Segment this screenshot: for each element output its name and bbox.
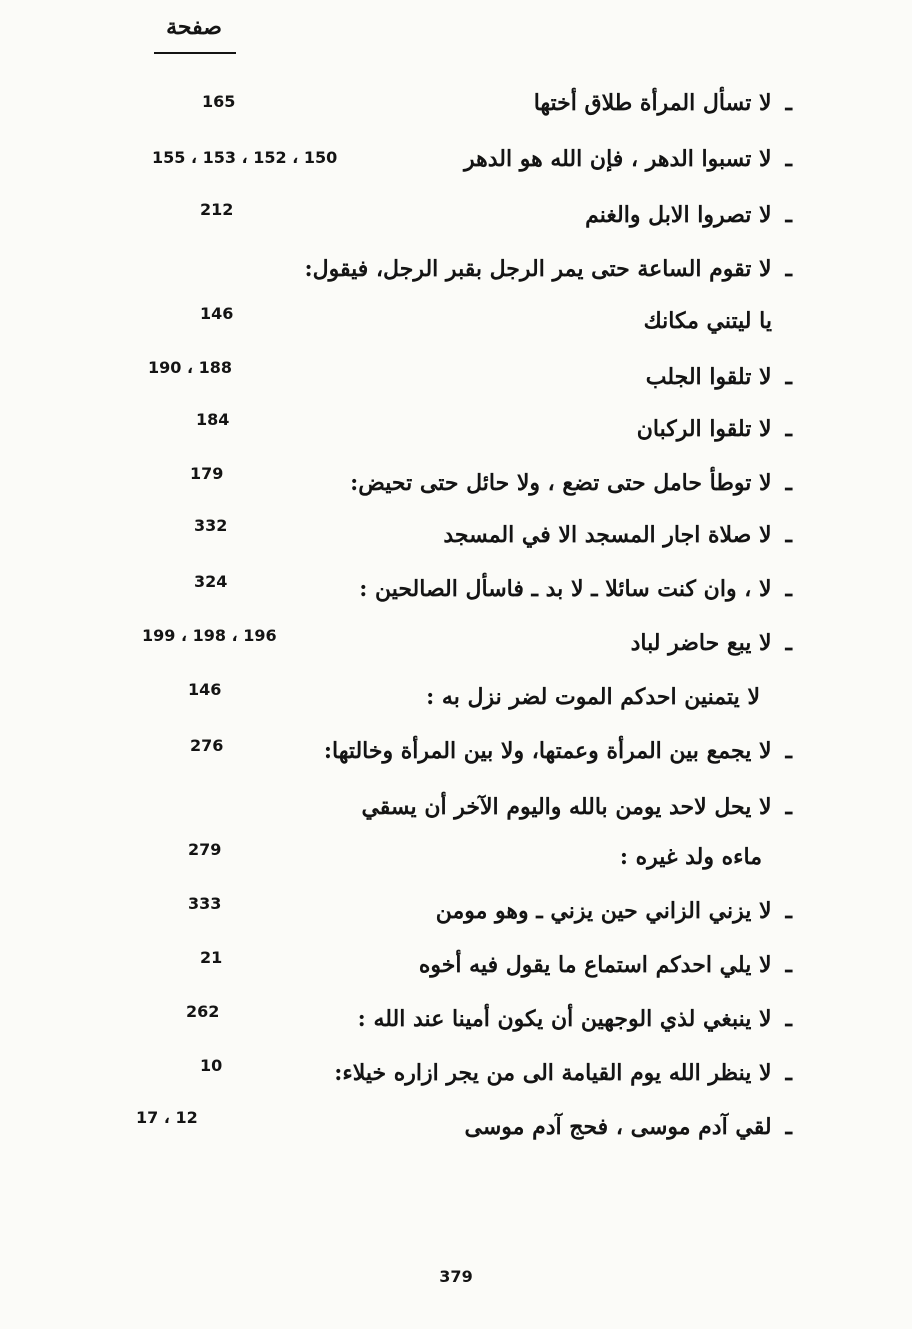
entry-label: يا ليتني مكانك [643, 308, 772, 334]
entry-page-ref: 184 [196, 410, 230, 429]
entry-label: ماءه ولد غيره : [619, 844, 762, 870]
entry-text [465, 1112, 793, 1142]
entry-text [324, 736, 792, 766]
entry-text [646, 362, 792, 392]
heading-rule [154, 52, 236, 54]
entry-page-ref: 146 [200, 304, 234, 323]
entry-label: لا يتمنين احدكم الموت لضر نزل به : [426, 684, 760, 710]
entry-page-ref: 146 [188, 680, 222, 699]
entry-text [464, 144, 792, 174]
entry-text [305, 254, 792, 284]
entry-text [350, 468, 792, 498]
entry-page-ref: 332 [194, 516, 228, 535]
entry-dash: ـ [785, 898, 792, 924]
entry-dash: ـ [785, 470, 792, 496]
entry-page-ref: 276 [190, 736, 224, 755]
entry-dash: ـ [785, 256, 792, 282]
entry-text [358, 1004, 792, 1034]
entry-dash: ـ [785, 1060, 792, 1086]
entry-text [436, 896, 792, 926]
entry-label: لقي آدم موسى ، فحج آدم موسى [464, 1114, 772, 1140]
entry-page-ref: 199 ، 198 ، 196 [142, 626, 277, 645]
entry-label: لا ينبغي لذي الوجهين أن يكون أمينا عند الله : [357, 1006, 772, 1032]
entry-label: لا تلقوا الجلب [645, 364, 772, 390]
entry-page-ref: 190 ، 188 [148, 358, 233, 377]
entry-label: لا تسأل المرأة طلاق أختها [533, 90, 772, 116]
entry-dash: ـ [785, 1006, 792, 1032]
entry-dash: ـ [785, 146, 792, 172]
entry-page-ref: 165 [202, 92, 236, 111]
page-number: 379 [439, 1267, 473, 1286]
entry-label: لا يحل لاحد يومن بالله واليوم الآخر أن يسقي [361, 794, 772, 820]
entry-label: لا تسبوا الدهر ، فإن الله هو الدهر [463, 146, 772, 172]
entry-text [419, 950, 792, 980]
entry-text [631, 628, 792, 658]
entry-dash: ـ [785, 1114, 792, 1140]
entry-text [426, 682, 760, 712]
entry-page-ref: 333 [188, 894, 222, 913]
entry-label: لا يجمع بين المرأة وعمتها، ولا بين المرأة وخالتها: [323, 738, 772, 764]
entry-text [443, 520, 792, 550]
entry-page-ref: 17 ، 12 [136, 1108, 198, 1127]
entry-dash: ـ [785, 90, 792, 116]
entry-text [644, 306, 772, 336]
entry-text [334, 1058, 792, 1088]
entry-text [637, 414, 792, 444]
entry-text [620, 842, 762, 872]
page-heading: صفحة [166, 14, 222, 40]
entry-dash: ـ [785, 794, 792, 820]
entry-label: لا يبع حاضر لباد [630, 630, 772, 656]
entry-page-ref: 10 [200, 1056, 223, 1075]
entry-label: لا تلقوا الركبان [636, 416, 772, 442]
entry-dash: ـ [785, 364, 792, 390]
entry-dash: ـ [785, 576, 792, 602]
entry-page-ref: 262 [186, 1002, 220, 1021]
entry-page-ref: 279 [188, 840, 222, 859]
entry-page-ref: 212 [200, 200, 234, 219]
entry-dash: ـ [785, 738, 792, 764]
entry-label: لا ، وان كنت سائلا ـ لا بد ـ فاسأل الصالحين : [359, 576, 772, 602]
entry-label: لا توطأ حامل حتى تضع ، ولا حائل حتى تحيض: [350, 470, 772, 496]
entry-dash: ـ [785, 952, 792, 978]
entry-label: لا صلاة اجار المسجد الا في المسجد [443, 522, 772, 548]
entry-text [534, 88, 792, 118]
entry-page-ref: 324 [194, 572, 228, 591]
entry-page-ref: 179 [190, 464, 224, 483]
entry-text [585, 200, 792, 230]
entry-label: لا يلي احدكم استماع ما يقول فيه أخوه [418, 952, 772, 978]
entry-dash: ـ [785, 416, 792, 442]
entry-label: لا تصروا الابل والغنم [585, 202, 772, 228]
entry-page-ref: 155 ، 153 ، 152 ، 150 [152, 148, 338, 167]
entry-dash: ـ [785, 630, 792, 656]
entry-dash: ـ [785, 202, 792, 228]
entry-label: لا يزني الزاني حين يزني ـ وهو مومن [435, 898, 772, 924]
entry-label: لا تقوم الساعة حتى يمر الرجل بقبر الرجل، فيقول: [304, 256, 772, 282]
entry-dash: ـ [785, 522, 792, 548]
entry-page-ref: 21 [200, 948, 223, 967]
entry-text [361, 792, 792, 822]
entry-label: لا ينظر الله يوم القيامة الى من يجر ازاره خيلاء: [334, 1060, 772, 1086]
entry-text [359, 574, 792, 604]
